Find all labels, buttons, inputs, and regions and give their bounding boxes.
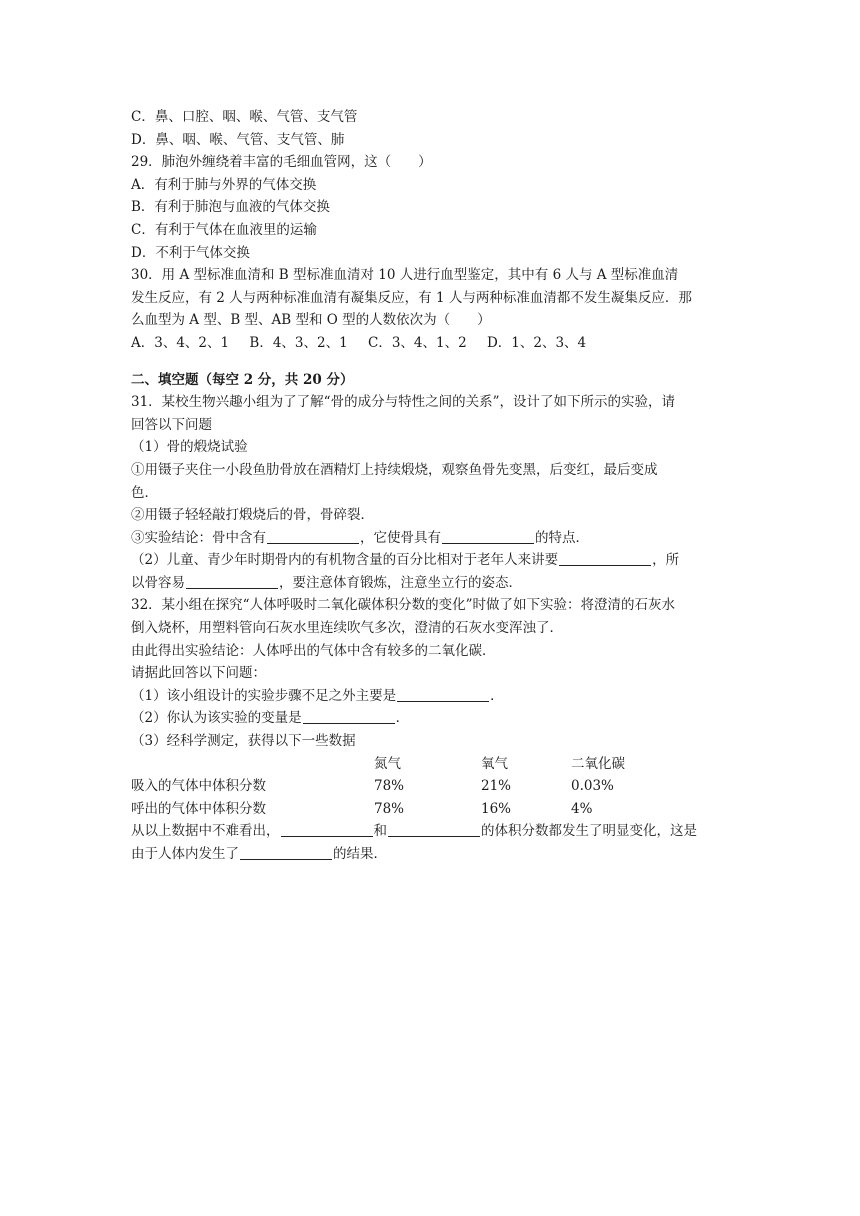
q31-line-2: 回答以下问题 <box>131 416 212 433</box>
q29-option-c: C．有利于气体在血液里的运输 <box>131 221 317 238</box>
table-row <box>131 775 735 798</box>
table-cell: 16% <box>481 800 512 817</box>
q31-step-2: ②用镊子轻轻敲打煅烧后的骨，骨碎裂． <box>131 507 374 524</box>
q31-sub-2-text: （2）儿童、青少年时期骨内的有机物含量的百分比相对于老年人来讲要 <box>131 552 559 569</box>
q31-step-3-mid: ，它使骨具有 <box>360 529 441 546</box>
q29-option-b: B．有利于肺泡与血液的气体交换 <box>131 199 330 216</box>
table-header-co2: 二氧化碳 <box>571 755 625 772</box>
q28-option-c: C．鼻、口腔、咽、喉、气管、支气管 <box>131 109 358 125</box>
table-cell: 4% <box>571 800 593 817</box>
table-cell: 21% <box>481 778 512 795</box>
table-cell: 呼出的气体中体积分数 <box>131 800 266 817</box>
q30-option-c: C．3、4、1、2 <box>367 334 467 351</box>
exam-page <box>131 106 735 866</box>
q32-sub-1-text: （1）该小组设计的实验步骤不足之外主要是 <box>131 687 397 704</box>
answer-blank[interactable] <box>267 529 359 544</box>
q32-sub-3: （3）经科学测定，获得以下一些数据 <box>131 733 356 750</box>
q32-line-3: 由此得出实验结论：人体呼出的气体中含有较多的二氧化碳． <box>131 642 496 659</box>
table-row <box>131 798 735 821</box>
q31-step-1b: 色． <box>131 484 158 501</box>
q31-line-1: 31．某校生物兴趣小组为了了解“骨的成分与特性之间的关系”，设计了如下所示的实验，请 <box>131 394 675 411</box>
q31-sub-2-end: ，所 <box>652 552 680 569</box>
q31-sub-2b <box>131 572 735 595</box>
answer-blank[interactable] <box>281 822 373 837</box>
q29-option-d: D．不利于气体交换 <box>131 244 250 261</box>
q30-stem-line-3: 么血型为 A 型、B 型、AB 型和 O 型的人数依次为（ ） <box>131 312 491 329</box>
q32-line-4: 请据此回答以下问题： <box>131 665 266 682</box>
q32-conclusion-2-text: 由于人体内发生了 <box>131 846 239 862</box>
answer-blank[interactable] <box>397 687 489 702</box>
table-cell: 78% <box>374 778 405 795</box>
q29-stem: 29．肺泡外缠绕着丰富的毛细血管网，这（ ） <box>131 154 432 171</box>
q32-conclusion-text: 从以上数据中不难看出， <box>131 823 280 840</box>
q30-options <box>131 332 735 355</box>
table-cell: 吸入的气体中体积分数 <box>131 778 266 795</box>
q30-option-a: A．3、4、2、1 <box>131 334 230 351</box>
q31-sub-1: （1）骨的煅烧试验 <box>131 439 248 456</box>
q31-step-3-text: ③实验结论：骨中含有 <box>131 529 266 546</box>
q30-option-b: B．4、3、2、1 <box>249 334 348 351</box>
table-cell: 0.03% <box>571 778 614 795</box>
q31-step-3-end: 的特点． <box>535 529 589 546</box>
q30-stem-line-2: 发生反应，有 2 人与两种标准血清有凝集反应，有 1 人与两种标准血清都不发生凝集反应．那 <box>131 289 692 306</box>
q32-conclusion-1 <box>131 820 735 843</box>
q32-conclusion-end: 的体积分数都发生了明显变化，这是 <box>481 823 697 840</box>
q32-conclusion-mid: 和 <box>373 823 387 840</box>
q32-conclusion-2 <box>131 843 735 866</box>
q28-option-d: D．鼻、咽、喉、气管、支气管、肺 <box>131 131 345 148</box>
answer-blank[interactable] <box>388 822 480 837</box>
answer-blank[interactable] <box>240 845 332 860</box>
q32-conclusion-2-end: 的结果． <box>333 846 387 862</box>
table-header-oxygen: 氧气 <box>481 755 508 772</box>
q31-step-3 <box>131 527 735 550</box>
answer-blank[interactable] <box>186 574 278 589</box>
q30-stem-line-1: 30．用 A 型标准血清和 B 型标准血清对 10 人进行血型鉴定，其中有 6 人与 A 型标准血清 <box>131 267 679 284</box>
q31-sub-2b-end: ，要注意体育锻炼，注意坐立行的姿态． <box>279 574 522 591</box>
gas-table-header <box>131 753 735 776</box>
q31-sub-2 <box>131 549 735 572</box>
answer-blank[interactable] <box>559 551 651 566</box>
table-cell: 78% <box>374 800 405 817</box>
table-header-nitrogen: 氮气 <box>374 755 401 772</box>
section-2-title: 二、填空题（每空 2 分，共 20 分） <box>131 371 354 388</box>
q32-sub-1-end: ． <box>490 687 504 704</box>
q29-option-a: A．有利于肺与外界的气体交换 <box>131 176 317 193</box>
q30-option-d: D．1、2、3、4 <box>486 334 587 351</box>
q32-line-2: 倒入烧杯，用塑料管向石灰水里连续吹气多次，澄清的石灰水变浑浊了． <box>131 620 563 637</box>
table-cell <box>131 753 374 776</box>
q32-sub-2-text: （2）你认为该实验的变量是 <box>131 710 302 727</box>
answer-blank[interactable] <box>303 709 395 724</box>
q31-sub-2b-text: 以骨容易 <box>131 574 185 591</box>
q32-line-1: 32．某小组在探究“人体呼吸时二氧化碳体积分数的变化”时做了如下实验：将澄清的石灰水 <box>131 597 675 614</box>
answer-blank[interactable] <box>442 529 534 544</box>
q32-sub-2 <box>131 707 735 730</box>
q32-sub-2-end: ． <box>395 710 410 727</box>
q31-step-1a: ①用镊子夹住一小段鱼肋骨放在酒精灯上持续煅烧，观察鱼骨先变黑，后变红，最后变成 <box>131 461 658 478</box>
q32-sub-1 <box>131 685 735 708</box>
